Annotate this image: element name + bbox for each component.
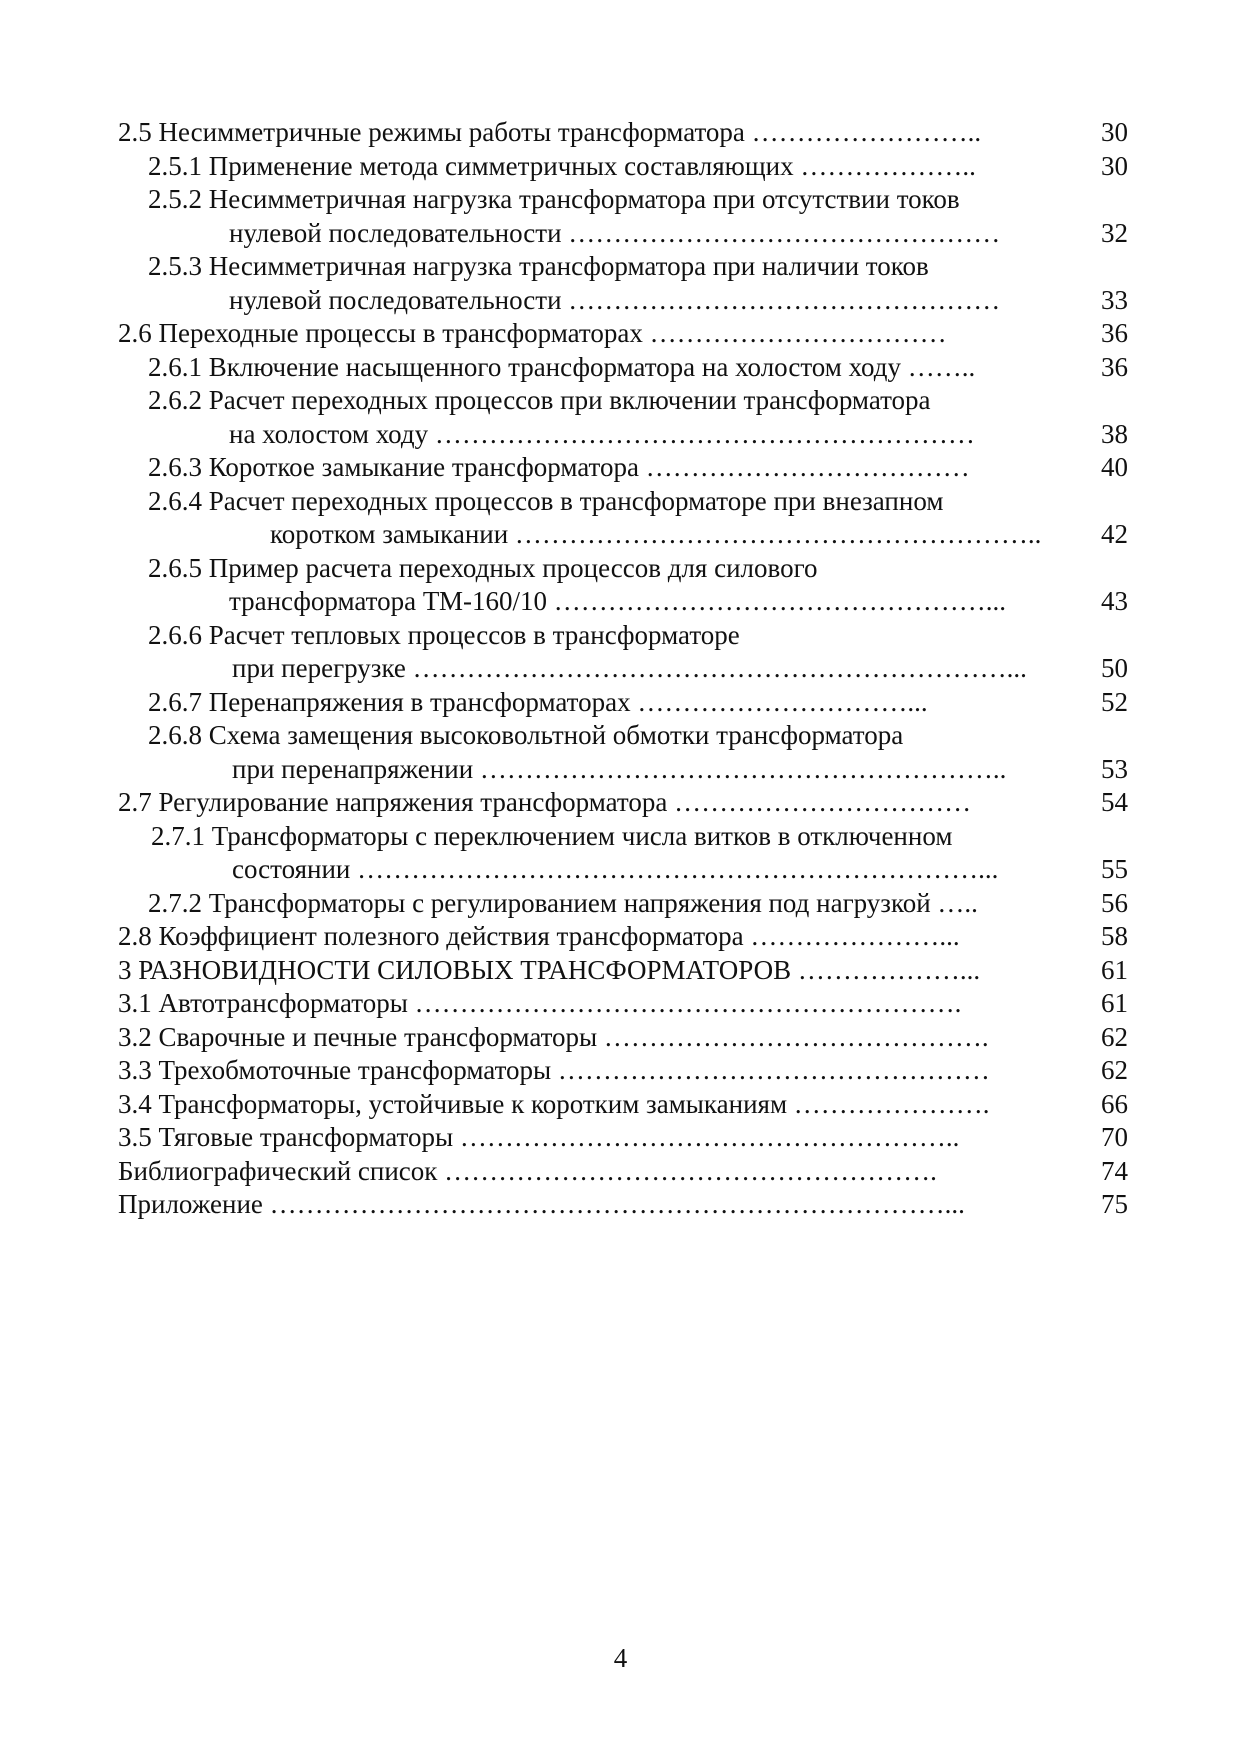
toc-entry: [118, 1088, 1128, 1122]
toc-entry-title: 2.6.8 Схема замещения высоковольтной обмотки трансформатора: [148, 720, 904, 750]
toc-entry-title: коротком замыкании …………………………………………………..: [270, 519, 1042, 549]
toc-entry: [118, 150, 1128, 184]
toc-entry-title: 2.6.5 Пример расчета переходных процессов для силового: [148, 552, 818, 583]
toc-entry-page: 61: [1101, 954, 1128, 985]
toc-entry: [118, 552, 1128, 586]
toc-entry: [118, 1188, 1128, 1222]
toc-entry-title: 3.3 Трехобмоточные трансформаторы …………………………………………: [118, 1055, 990, 1085]
toc-entry-page: 30: [1101, 150, 1128, 181]
toc-entry: [118, 920, 1128, 954]
toc-entry-title: Приложение …………………………………………………………………...: [118, 1189, 965, 1219]
toc-entry: [118, 1155, 1128, 1189]
toc-entry-title: 3.2 Сварочные и печные трансформаторы …………………………………….: [118, 1021, 989, 1052]
toc-entry-title: при перегрузке …………………………………………………………...: [232, 653, 1027, 683]
toc-entry-title: 2.7.2 Трансформаторы с регулированием напряжения под нагрузкой …..: [148, 887, 978, 918]
toc-entry: [118, 786, 1128, 820]
toc-entry-title: 2.5.2 Несимметричная нагрузка трансформатора при отсутствии токов: [148, 184, 960, 214]
toc-entry-page: 62: [1101, 1021, 1128, 1052]
page-number: 4: [613, 1643, 628, 1673]
toc-entry-title: 3.5 Тяговые трансформаторы ………………………………………………..: [118, 1122, 960, 1152]
toc-entry-continuation: [118, 753, 1128, 787]
toc-entry-continuation: [118, 853, 1128, 887]
toc-entry-page: 30: [1101, 117, 1128, 147]
toc-entry-page: 70: [1101, 1122, 1128, 1152]
toc-entry: [118, 887, 1128, 921]
toc-entry-title: 2.6 Переходные процессы в трансформаторах ……………………………: [118, 318, 947, 348]
toc-entry: [118, 116, 1128, 150]
toc-entry-continuation: [118, 585, 1128, 619]
toc-entry-page: 50: [1101, 653, 1128, 683]
table-of-contents: [118, 116, 1128, 1222]
toc-entry: [118, 317, 1128, 351]
toc-entry-page: 33: [1101, 284, 1128, 315]
toc-entry-page: 42: [1101, 519, 1128, 549]
toc-entry-page: 53: [1101, 753, 1128, 784]
toc-entry-title: 2.6.1 Включение насыщенного трансформатора на холостом ходу ……..: [148, 351, 976, 382]
toc-entry-page: 62: [1101, 1055, 1128, 1085]
toc-entry: [118, 451, 1128, 485]
toc-entry-page: 74: [1101, 1155, 1128, 1186]
toc-entry: [118, 183, 1128, 217]
toc-entry-page: 75: [1101, 1189, 1128, 1219]
toc-entry-title: 2.5.1 Применение метода симметричных составляющих ………………..: [148, 150, 976, 181]
toc-entry-page: 43: [1101, 586, 1128, 616]
toc-entry-continuation: [118, 284, 1128, 318]
toc-entry-page: 36: [1101, 351, 1128, 382]
toc-entry: [118, 384, 1128, 418]
toc-entry-title: трансформатора ТМ-160/10 …………………………………………...: [229, 586, 1006, 616]
toc-entry-page: 40: [1101, 452, 1128, 482]
toc-entry: [118, 1121, 1128, 1155]
toc-entry-title: 2.7 Регулирование напряжения трансформатора ……………………………: [118, 787, 972, 817]
toc-entry-title: 3 РАЗНОВИДНОСТИ СИЛОВЫХ ТРАНСФОРМАТОРОВ ………………...: [118, 954, 981, 985]
toc-entry-title: 2.6.3 Короткое замыкание трансформатора ………………………………: [148, 452, 970, 482]
toc-entry-title: 3.4 Трансформаторы, устойчивые к коротким замыканиям ………………….: [118, 1088, 990, 1119]
toc-entry-title: 2.5 Несимметричные режимы работы трансформатора ……………………..: [118, 117, 982, 147]
toc-entry-continuation: [118, 217, 1128, 251]
toc-entry-title: нулевой последовательности …………………………………………: [229, 217, 1001, 248]
toc-entry-title: при перенапряжении …………………………………………………..: [232, 753, 1007, 784]
toc-entry-page: 66: [1101, 1088, 1128, 1119]
toc-entry-page: 36: [1101, 318, 1128, 348]
toc-entry-title: нулевой последовательности …………………………………………: [229, 284, 1001, 315]
toc-entry-continuation: [118, 418, 1128, 452]
toc-entry-title: на холостом ходу ……………………………………………………: [229, 418, 975, 449]
toc-entry-title: 2.6.7 Перенапряжения в трансформаторах …………………………...: [148, 686, 928, 717]
toc-entry: [118, 250, 1128, 284]
toc-entry-page: 55: [1101, 854, 1128, 884]
toc-entry-page: 56: [1101, 887, 1128, 918]
toc-entry: [118, 686, 1128, 720]
toc-entry: [118, 1021, 1128, 1055]
toc-entry: [118, 351, 1128, 385]
toc-entry-title: 2.6.4 Расчет переходных процессов в трансформаторе при внезапном: [148, 485, 944, 516]
toc-entry: [118, 719, 1128, 753]
toc-entry-title: состоянии ……………………………………………………………...: [232, 854, 999, 884]
toc-entry-page: 61: [1101, 988, 1128, 1018]
toc-entry: [118, 485, 1128, 519]
toc-entry-page: 54: [1101, 787, 1128, 817]
toc-entry: [118, 820, 1128, 854]
toc-entry-title: 2.5.3 Несимметричная нагрузка трансформатора при наличии токов: [148, 251, 929, 281]
toc-entry-title: Библиографический список ……………………………………………….: [118, 1155, 937, 1186]
toc-entry-page: 38: [1101, 418, 1128, 449]
toc-entry: [118, 987, 1128, 1021]
toc-entry-title: 2.7.1 Трансформаторы с переключением числа витков в отключенном: [151, 820, 953, 851]
toc-entry: [118, 619, 1128, 653]
toc-entry-title: 3.1 Автотрансформаторы …………………………………………………….: [118, 988, 962, 1018]
toc-entry-continuation: [118, 518, 1128, 552]
toc-entry-page: 58: [1101, 921, 1128, 951]
toc-entry-title: 2.6.2 Расчет переходных процессов при включении трансформатора: [148, 385, 931, 415]
toc-entry-continuation: [118, 652, 1128, 686]
toc-entry-title: 2.6.6 Расчет тепловых процессов в трансформаторе: [148, 619, 740, 650]
toc-entry-page: 32: [1101, 217, 1128, 248]
toc-entry-title: 2.8 Коэффициент полезного действия трансформатора …………………...: [118, 921, 960, 951]
toc-entry-page: 52: [1101, 686, 1128, 717]
toc-entry: [118, 954, 1128, 988]
toc-entry: [118, 1054, 1128, 1088]
